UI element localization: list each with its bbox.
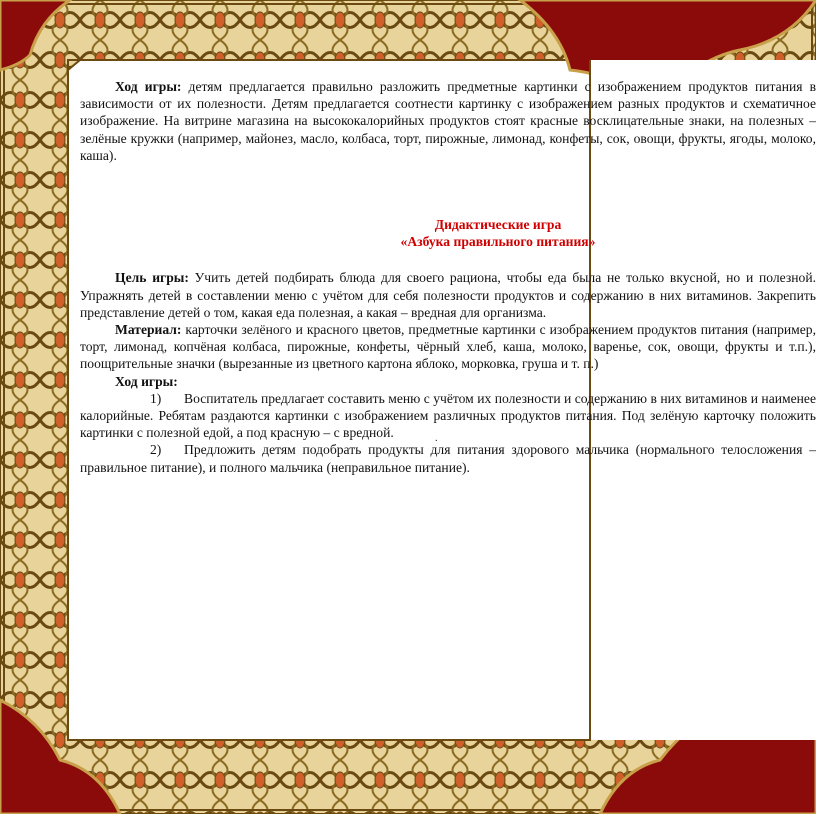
goal-paragraph: [80, 269, 816, 321]
game-course-paragraph: [80, 78, 816, 164]
course-heading: Ход игры:: [115, 373, 178, 389]
game-title-line2: «Азбука правильного питания»: [400, 234, 596, 250]
material-label: Материал:: [115, 322, 182, 338]
list-item-number: 2): [150, 442, 162, 458]
goal-text: Учить детей подбирать блюда для своего рациона, чтобы еда была не только вкусной, но и полезной. Упражнять детей в составлении меню с учётом для себя полезности продуктов и содержанию в них витаминов. Закрепить представление детей о том, какая еда полезная, а какая – вредная для организма.: [80, 270, 816, 320]
document-body: [80, 78, 816, 476]
game-course-label: Ход игры:: [115, 79, 182, 94]
trailing-dot: .: [435, 433, 438, 444]
game-course-text: детям предлагается правильно разложить предметные картинки с изображением продуктов питания в зависимости от их полезности. Детям предлагается соотнести картинку с изображением разных продуктов и схематичное изображение. На витрине магазина на высококалорийных продуктов стоят красные восклицательные знаки, на полезных – зелёные кружки (например, майонез, масло, колбаса, торт, пирожные, лимонад, конфеты, сок, овощи, фрукты, ягоды, молоко, каша).: [80, 79, 816, 163]
list-item-text: Воспитатель предлагает составить меню с учётом их полезности и содержанию в них витаминов и наименее калорийные. Ребятам раздаются картинки с изображением различных продуктов питания. Под зелёную карточку положить картинки с полезной едой, а под красную – с вредной.: [80, 390, 816, 441]
list-item-number: 1): [150, 390, 162, 406]
game-title-line1: Дидактические игра: [434, 217, 562, 233]
goal-label: Цель игры:: [115, 270, 189, 286]
material-text: карточки зелёного и красного цветов, предметные картинки с изображением продуктов питания (например, торт, лимонад, копчёная колбаса, пирожные, конфеты, чёрный хлеб, каша, молоко, варенье, сок, овощи, фрукты и т.п.), поощрительные значки (вырезанные из цветного картона яблоко, морковка, груша и т. п.): [80, 322, 816, 372]
list-item: [80, 390, 816, 442]
material-paragraph: [80, 321, 816, 373]
list-item: [80, 441, 816, 475]
list-item-text: Предложить детям подобрать продукты для питания здорового мальчика (нормального телосложения – правильное питание), и полного мальчика (неправильное питание).: [80, 442, 816, 475]
